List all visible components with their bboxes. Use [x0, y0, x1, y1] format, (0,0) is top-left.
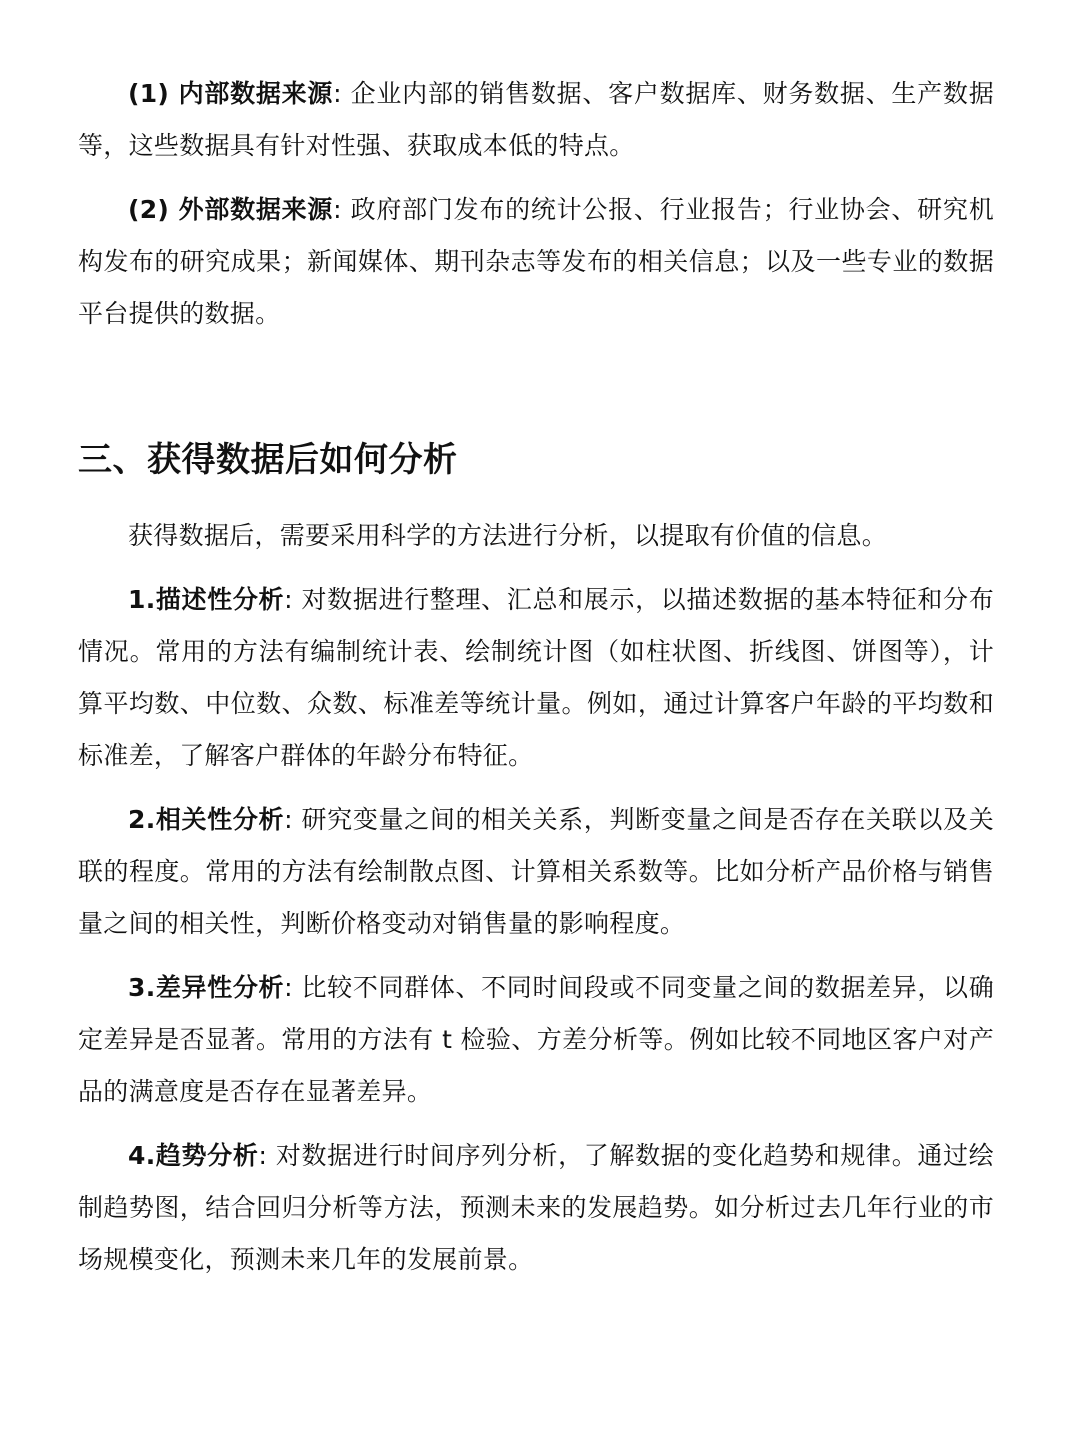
method-trend-separator: :: [258, 1141, 268, 1170]
method-correlation-text: 研究变量之间的相关关系，判断变量之间是否存在关联以及关联的程度。常用的方法有绘制散点图、计算相关系数等。比如分析产品价格与销售量之间的相关性，判断价格变动对销售量的影响程度。: [78, 805, 994, 938]
external-source-paragraph: [78, 184, 994, 340]
method-descriptive-separator: :: [284, 585, 293, 614]
internal-source-text: 企业内部的销售数据、客户数据库、财务数据、生产数据等，这些数据具有针对性强、获取成本低的特点。: [78, 79, 994, 160]
method-correlation-label: 2.相关性分析: [128, 805, 285, 834]
method-descriptive-text: 对数据进行整理、汇总和展示，以描述数据的基本特征和分布情况。常用的方法有编制统计表、绘制统计图（如柱状图、折线图、饼图等），计算平均数、中位数、众数、标准差等统计量。例如，通过计算客户年龄的平均数和标准差，了解客户群体的年龄分布特征。: [78, 585, 994, 770]
method-trend: [78, 1130, 994, 1286]
section-heading: 三、获得数据后如何分析: [78, 440, 458, 480]
method-descriptive-label: 1.描述性分析: [128, 585, 285, 614]
document-page: [78, 68, 994, 1286]
method-trend-text: 对数据进行时间序列分析，了解数据的变化趋势和规律。通过绘制趋势图，结合回归分析等方法，预测未来的发展趋势。如分析过去几年行业的市场规模变化，预测未来几年的发展前景。: [78, 1141, 994, 1274]
internal-source-paragraph: [78, 68, 994, 172]
method-trend-label: 4.趋势分析: [128, 1141, 259, 1170]
method-difference-text: 比较不同群体、不同时间段或不同变量之间的数据差异，以确定差异是否显著。常用的方法有 t 检验、方差分析等。例如比较不同地区客户对产品的满意度是否存在显著差异。: [78, 973, 994, 1106]
analysis-section: [78, 434, 994, 1286]
method-difference: [78, 962, 994, 1118]
external-source-label: (2) 外部数据来源: [128, 195, 334, 224]
method-descriptive: [78, 574, 994, 782]
external-source-text: 政府部门发布的统计公报、行业报告；行业协会、研究机构发布的研究成果；新闻媒体、期刊杂志等发布的相关信息；以及一些专业的数据平台提供的数据。: [78, 195, 994, 328]
method-difference-label: 3.差异性分析: [128, 973, 285, 1002]
method-difference-separator: :: [284, 973, 293, 1002]
method-correlation-separator: :: [284, 805, 293, 834]
external-source-separator: :: [333, 195, 342, 224]
data-sources-list: [78, 68, 994, 340]
internal-source-separator: :: [333, 79, 342, 108]
section-intro: 获得数据后，需要采用科学的方法进行分析，以提取有价值的信息。: [128, 521, 888, 550]
method-correlation: [78, 794, 994, 950]
internal-source-label: (1) 内部数据来源: [128, 79, 334, 108]
